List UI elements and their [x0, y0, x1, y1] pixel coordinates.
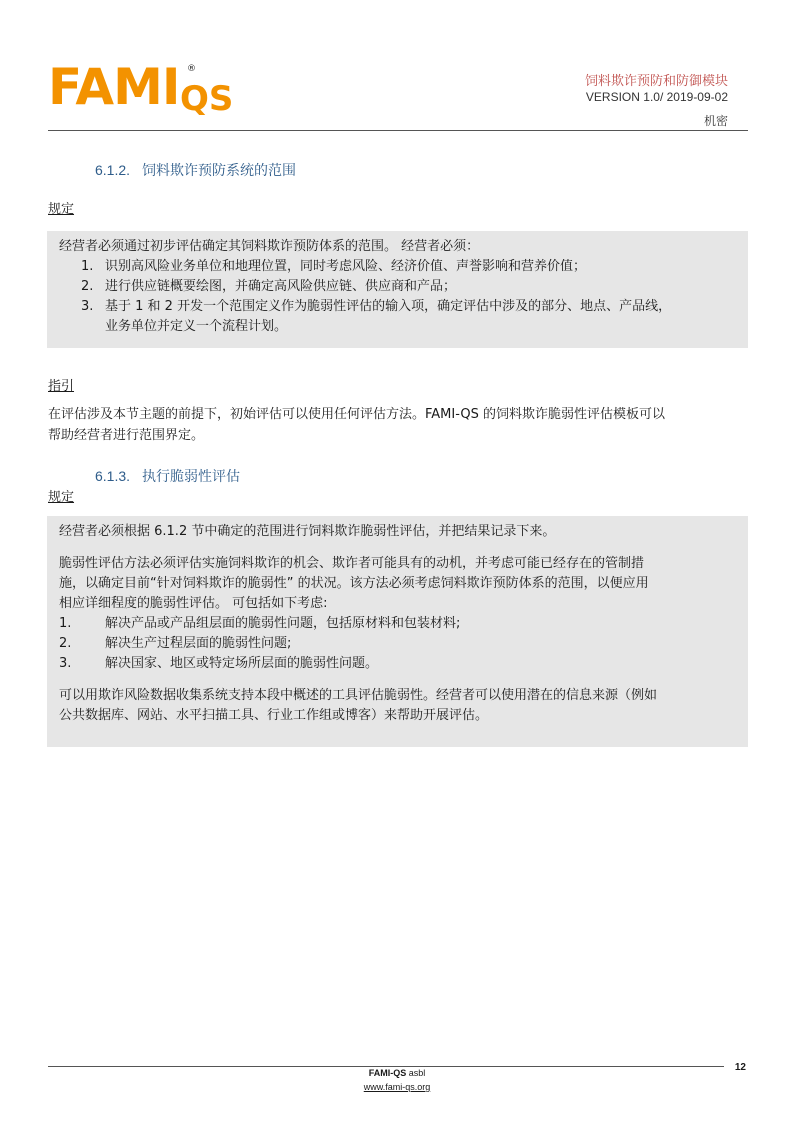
- paragraph-line: 施，以确定目前“针对饲料欺诈的脆弱性” 的状况。该方法必须考虑饲料欺诈预防体系的范围，以便应用: [59, 576, 649, 591]
- list-number: 1.: [81, 259, 94, 274]
- page-number: 12: [734, 1062, 746, 1073]
- guidance-label: 指引: [48, 379, 75, 394]
- header-divider: [48, 130, 748, 131]
- list-text: 解决生产过程层面的脆弱性问题;: [105, 636, 292, 651]
- list-number: 2.: [59, 636, 72, 651]
- requirement-list: [59, 257, 738, 337]
- requirement-label: 规定: [48, 490, 75, 505]
- requirement-paragraph: [59, 554, 738, 614]
- requirement-box-6-1-2: [47, 231, 748, 348]
- list-item: [59, 634, 738, 654]
- logo-qs-text: QS: [180, 79, 234, 119]
- list-text: 进行供应链概要绘图，并确定高风险供应链、供应商和产品；: [105, 279, 457, 294]
- list-item: [59, 277, 738, 297]
- logo-registered-mark: ®: [187, 64, 196, 74]
- paragraph-line: 公共数据库、网站、水平扫描工具、行业工作组或博客）来帮助开展评估。: [59, 708, 489, 723]
- consideration-list: [59, 614, 738, 674]
- requirement-intro: 经营者必须通过初步评估确定其饲料欺诈预防体系的范围。 经营者必须：: [59, 239, 480, 254]
- paragraph-line: 相应详细程度的脆弱性评估。 可包括如下考虑:: [59, 596, 328, 611]
- section-heading-6-1-3: [95, 466, 240, 486]
- requirement-label: 规定: [48, 202, 75, 217]
- footer-organization: [0, 1068, 794, 1078]
- list-text: 识别高风险业务单位和地理位置，同时考虑风险、经济价值、声誉影响和营养价值；: [105, 259, 587, 274]
- section-number: 6.1.3.: [95, 468, 131, 484]
- paragraph-line: 可以用欺诈风险数据收集系统支持本段中概述的工具评估脆弱性。经营者可以使用潜在的信息来源（例如: [59, 688, 658, 703]
- footer-org-name: FAMI-QS: [368, 1068, 407, 1078]
- section-title: 执行脆弱性评估: [142, 469, 241, 485]
- list-text-continued: 业务单位并定义一个流程计划。: [105, 319, 288, 334]
- list-number: 2.: [81, 279, 94, 294]
- footer-divider: [48, 1066, 724, 1067]
- list-text: 解决产品或产品组层面的脆弱性问题，包括原材料和包装材料;: [105, 616, 461, 631]
- list-text: 基于 1 和 2 开发一个范围定义作为脆弱性评估的输入项，确定评估中涉及的部分、地点、产品线，: [105, 299, 672, 314]
- list-item: [59, 297, 738, 337]
- paragraph-line: 脆弱性评估方法必须评估实施饲料欺诈的机会、欺诈者可能具有的动机，并考虑可能已经存在的管制措: [59, 556, 645, 571]
- guidance-paragraph: [48, 404, 748, 446]
- section-number: 6.1.2.: [95, 162, 131, 178]
- guidance-line: 帮助经营者进行范围界定。: [48, 428, 205, 443]
- section-heading-6-1-2: [95, 160, 296, 180]
- list-text: 解决国家、地区或特定场所层面的脆弱性问题。: [105, 656, 379, 671]
- fami-qs-logo: [48, 58, 243, 122]
- list-item: [59, 257, 738, 277]
- requirement-paragraph: 经营者必须根据 6.1.2 节中确定的范围进行饲料欺诈脆弱性评估，并把结果记录下来。: [59, 524, 556, 539]
- list-number: 1.: [59, 616, 72, 631]
- guidance-line: 在评估涉及本节主题的前提下，初始评估可以使用任何评估方法。FAMI-QS 的饲料欺诈脆弱性评估模板可以: [48, 407, 666, 422]
- list-item: [59, 614, 738, 634]
- section-title: 饲料欺诈预防系统的范围: [142, 163, 297, 179]
- footer-website-link[interactable]: www.fami-qs.org: [363, 1082, 431, 1092]
- footer-org-suffix: asbl: [406, 1068, 426, 1078]
- requirement-paragraph: [59, 686, 738, 726]
- list-number: 3.: [81, 299, 94, 314]
- header-module-title: 饲料欺诈预防和防御模块: [584, 74, 728, 89]
- header-confidential: 机密: [703, 114, 728, 128]
- logo-fami-text: FAMI: [48, 58, 180, 116]
- requirement-box-6-1-3: [47, 516, 748, 747]
- list-item: [59, 654, 738, 674]
- header-version: VERSION 1.0/ 2019-09-02: [585, 90, 728, 104]
- list-number: 3.: [59, 656, 72, 671]
